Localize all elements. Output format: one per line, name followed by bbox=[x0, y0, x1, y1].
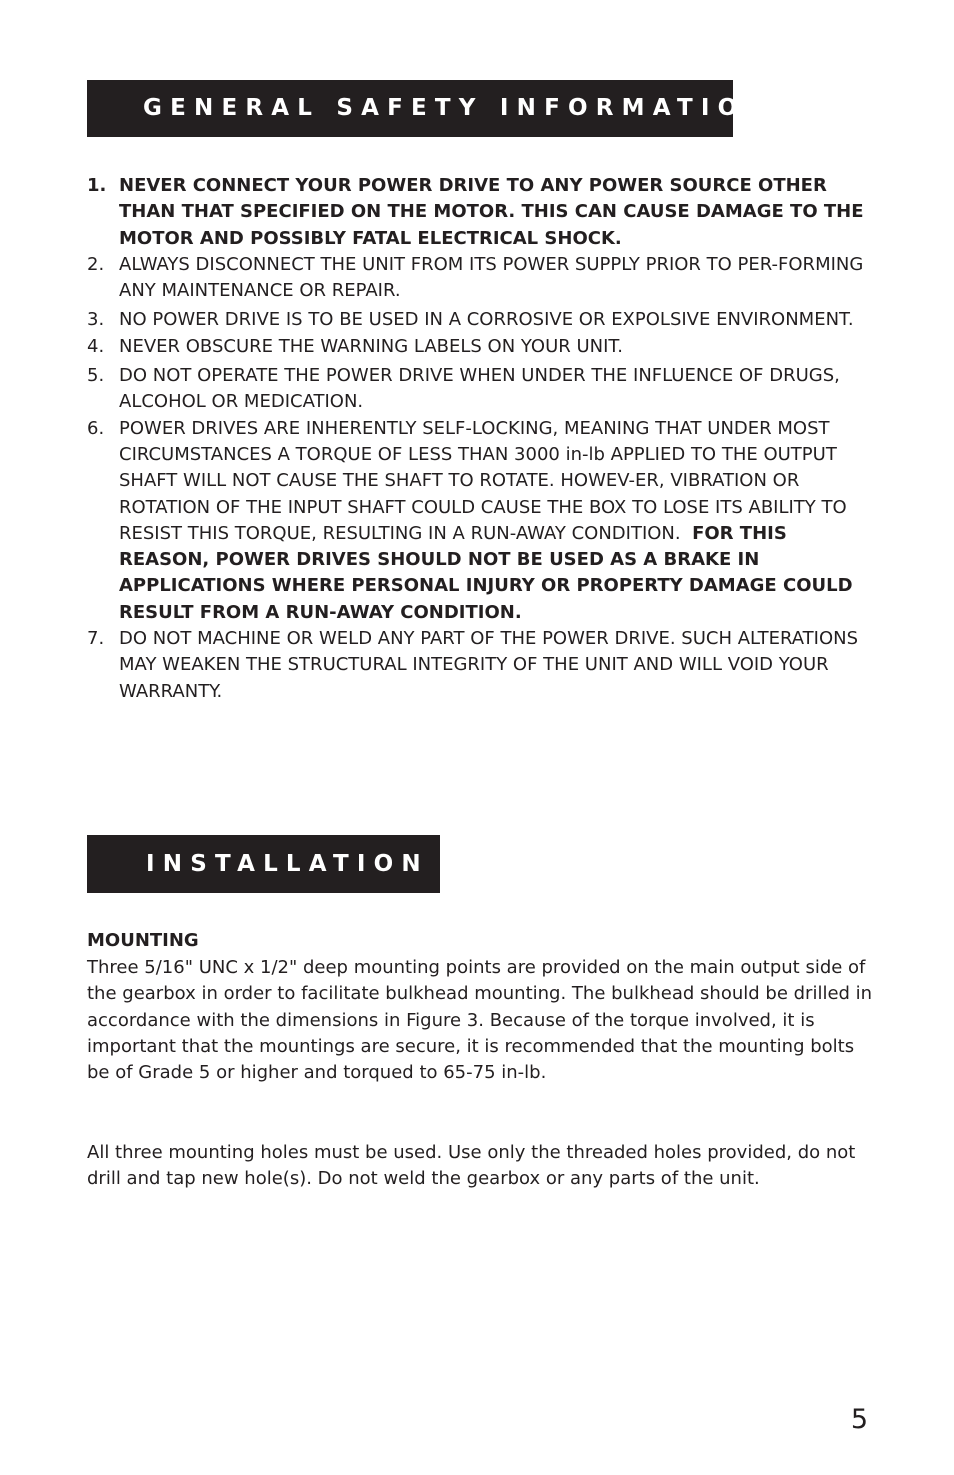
installation-section-title: INSTALLATION bbox=[146, 851, 429, 877]
safety-item-number: 6. bbox=[87, 417, 105, 439]
safety-item-number: 5. bbox=[87, 365, 105, 387]
safety-item-7 bbox=[87, 626, 877, 705]
safety-item-5 bbox=[87, 363, 877, 416]
safety-item-6 bbox=[87, 416, 877, 626]
safety-item-text: ALWAYS DISCONNECT THE UNIT FROM ITS POWER SUPPLY PRIOR TO PER-FORMING ANY MAINTENANCE OR REPAIR. bbox=[119, 253, 864, 302]
safety-item-number: 1. bbox=[87, 175, 107, 196]
safety-item-number: 2. bbox=[87, 253, 105, 275]
mounting-subheading: MOUNTING bbox=[87, 930, 199, 951]
safety-item-1 bbox=[87, 173, 877, 252]
safety-item-text: POWER DRIVES ARE INHERENTLY SELF-LOCKING, MEANING THAT UNDER MOST CIRCUMSTANCES A TORQUE OF LESS THAN 3000 in-lb APPLIED TO THE OUTPUT SHAFT WILL NOT CAUSE THE SHAFT TO ROTATE. HOWEV-ER, VIBRATION OR ROTATION OF THE INPUT SHAFT COULD CAUSE THE BOX TO LOSE ITS ABILITY TO RESIST THIS TORQUE, RESULTING IN A RUN-AWAY CONDITION. bbox=[119, 417, 847, 544]
safety-item-text: DO NOT MACHINE OR WELD ANY PART OF THE POWER DRIVE. SUCH ALTERATIONS MAY WEAKEN THE STRUCTURAL INTEGRITY OF THE UNIT AND WILL VOID YOUR WARRANTY. bbox=[119, 628, 859, 702]
safety-item-4 bbox=[87, 334, 877, 360]
safety-item-number: 4. bbox=[87, 335, 105, 357]
safety-item-2 bbox=[87, 252, 877, 305]
installation-section-header bbox=[87, 835, 440, 893]
safety-section-title: GENERAL SAFETY INFORMATION bbox=[143, 95, 773, 121]
safety-item-number: 7. bbox=[87, 628, 105, 650]
page-number: 5 bbox=[850, 1404, 868, 1435]
safety-item-text: DO NOT OPERATE THE POWER DRIVE WHEN UNDER THE INFLUENCE OF DRUGS, ALCOHOL OR MEDICATION. bbox=[119, 365, 840, 413]
mounting-paragraph-2: All three mounting holes must be used. Use only the threaded holes provided, do not drill and tap new hole(s). Do not weld the gearbox or any parts of the unit. bbox=[87, 1142, 856, 1190]
safety-item-text: NO POWER DRIVE IS TO BE USED IN A CORROSIVE OR EXPOLSIVE ENVIRONMENT. bbox=[119, 309, 854, 331]
safety-item-text: NEVER CONNECT YOUR POWER DRIVE TO ANY POWER SOURCE OTHER THAN THAT SPECIFIED ON THE MOTOR. THIS CAN CAUSE DAMAGE TO THE MOTOR AND POSSIBLY FATAL ELECTRICAL SHOCK. bbox=[119, 175, 864, 249]
mounting-paragraph-1: Three 5/16" UNC x 1/2" deep mounting points are provided on the main output side of the gearbox in order to facilitate bulkhead mounting. The bulkhead should be drilled in accordance with the dimensions in Figure 3. Because of the torque involved, it is important that the mountings are secure, it is recommended that the mounting bolts be of Grade 5 or higher and torqued to 65-75 in-lb. bbox=[87, 957, 873, 1084]
safety-item-emphasis: FOR THIS REASON, POWER DRIVES SHOULD NOT BE USED AS A BRAKE IN APPLICATIONS WHERE PERSONAL INJURY OR PROPERTY DAMAGE COULD RESULT FROM A RUN-AWAY CONDITION. bbox=[119, 522, 853, 623]
safety-list bbox=[87, 173, 877, 705]
safety-section-header bbox=[87, 80, 773, 137]
safety-item-text: NEVER OBSCURE THE WARNING LABELS ON YOUR UNIT. bbox=[119, 335, 624, 357]
safety-item-number: 3. bbox=[87, 309, 105, 331]
safety-item-3 bbox=[87, 307, 877, 333]
